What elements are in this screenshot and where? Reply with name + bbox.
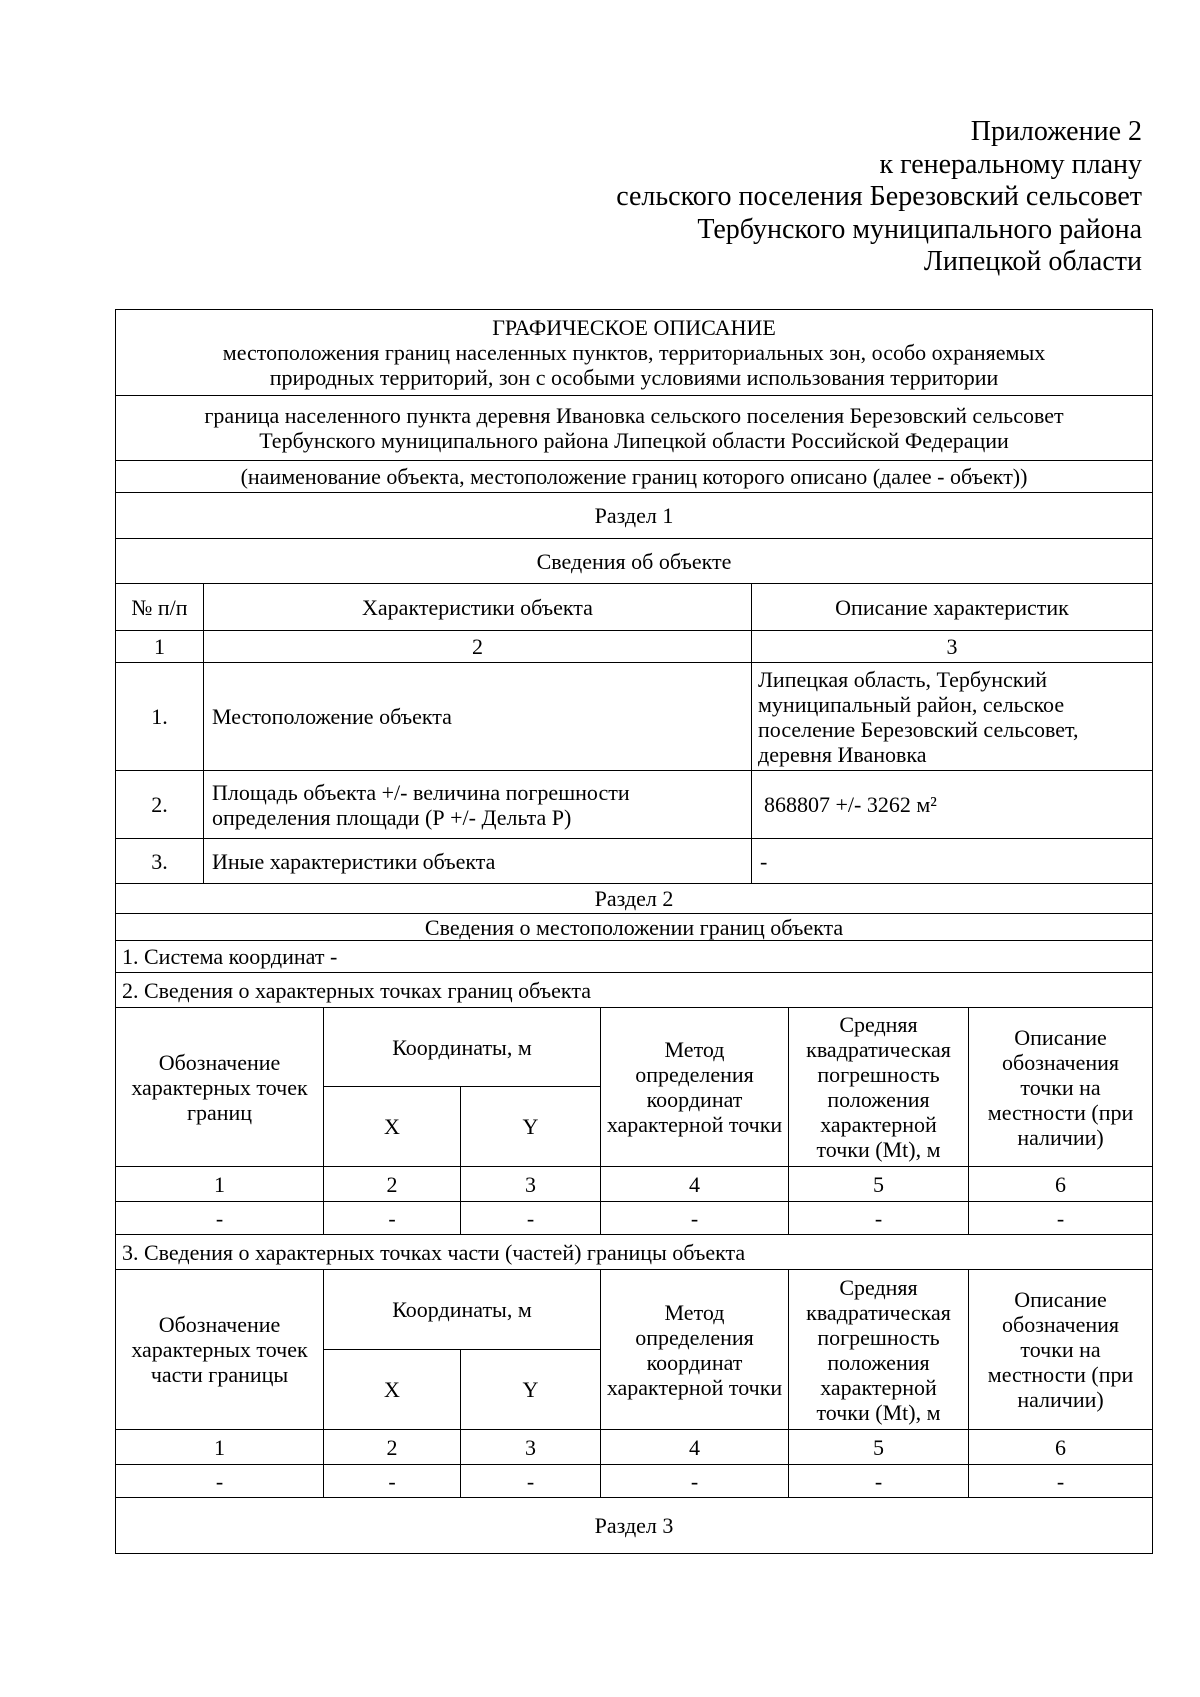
appendix-line: сельского поселения Березовский сельсовет	[616, 181, 1142, 212]
table-row	[116, 1202, 1153, 1235]
column-number: 4	[601, 1167, 789, 1202]
cell: -	[461, 1202, 601, 1235]
appendix-line: Липецкой области	[923, 246, 1142, 277]
graphic-description-table	[115, 309, 1153, 884]
section1-subtitle: Сведения об объекте	[116, 539, 1153, 584]
cell: -	[789, 1202, 969, 1235]
parts-label: 3. Сведения о характерных точках части (частей) границы объекта	[116, 1235, 1153, 1270]
cell: -	[969, 1465, 1153, 1498]
cell: -	[324, 1465, 461, 1498]
column-number: 4	[601, 1430, 789, 1465]
column-number: 1	[116, 631, 204, 663]
header-point-description: Описание обозначения точки на местности (при наличии)	[969, 1008, 1153, 1167]
column-number: 5	[789, 1430, 969, 1465]
coord-system: 1. Система координат -	[116, 941, 1153, 973]
object-name-cell	[116, 396, 1153, 461]
header-x: X	[324, 1087, 461, 1167]
row-value: Липецкая область, Тербунский муниципальный район, сельское поселение Березовский сельсовет, деревня Ивановка	[752, 663, 1153, 771]
column-number: 6	[969, 1167, 1153, 1202]
column-number: 5	[789, 1167, 969, 1202]
row-characteristic: Иные характеристики объекта	[204, 839, 752, 884]
section2-title: Раздел 2	[116, 884, 1153, 914]
column-number: 1	[116, 1167, 324, 1202]
column-number: 6	[969, 1430, 1153, 1465]
header-characteristic: Характеристики объекта	[204, 584, 752, 631]
header-error: Средняя квадратическая погрешность положения характерной точки (Mt), м	[789, 1270, 969, 1430]
header-coords: Координаты, м	[324, 1008, 601, 1087]
section3-title: Раздел 3	[116, 1498, 1153, 1554]
header-method: Метод определения координат характерной точки	[601, 1270, 789, 1430]
cell: -	[789, 1465, 969, 1498]
column-number: 3	[461, 1430, 601, 1465]
points-label: 2. Сведения о характерных точках границ объекта	[116, 973, 1153, 1008]
row-number: 1.	[116, 663, 204, 771]
cell: -	[116, 1202, 324, 1235]
cell: -	[461, 1465, 601, 1498]
header-coords: Координаты, м	[324, 1270, 601, 1350]
header-point-description: Описание обозначения точки на местности (при наличии)	[969, 1270, 1153, 1430]
title-heading: ГРАФИЧЕСКОЕ ОПИСАНИЕ	[492, 315, 776, 340]
header-error: Средняя квадратическая погрешность положения характерной точки (Mt), м	[789, 1008, 969, 1167]
row-characteristic: Местоположение объекта	[204, 663, 752, 771]
title-line: природных территорий, зон с особыми условиями использования территории	[269, 365, 999, 390]
column-number: 1	[116, 1430, 324, 1465]
table-row	[116, 839, 1153, 884]
cell: -	[969, 1202, 1153, 1235]
column-number: 3	[752, 631, 1153, 663]
row-number: 3.	[116, 839, 204, 884]
row-number: 2.	[116, 771, 204, 839]
row-characteristic: Площадь объекта +/- величина погрешности определения площади (Р +/- Дельта Р)	[204, 771, 752, 839]
header-y: Y	[461, 1087, 601, 1167]
cell: -	[601, 1202, 789, 1235]
header-description: Описание характеристик	[752, 584, 1153, 631]
section2-table	[115, 883, 1153, 1554]
header-x: X	[324, 1350, 461, 1430]
column-number: 3	[461, 1167, 601, 1202]
cell: -	[324, 1202, 461, 1235]
row-value: -	[752, 839, 1153, 884]
title-cell	[116, 310, 1153, 396]
header-y: Y	[461, 1350, 601, 1430]
section2-subtitle: Сведения о местоположении границ объекта	[116, 914, 1153, 941]
object-caption: (наименование объекта, местоположение границ которого описано (далее - объект))	[116, 461, 1153, 493]
cell: -	[116, 1465, 324, 1498]
title-line: местоположения границ населенных пунктов, территориальных зон, особо охраняемых	[222, 340, 1046, 365]
cell: -	[601, 1465, 789, 1498]
column-number: 2	[204, 631, 752, 663]
table-row	[116, 771, 1153, 839]
appendix-line: Приложение 2	[970, 116, 1142, 147]
object-name-line: Тербунского муниципального района Липецкой области Российской Федерации	[259, 428, 1009, 453]
column-number: 2	[324, 1430, 461, 1465]
header-number: № п/п	[116, 584, 204, 631]
header-designation: Обозначение характерных точек части границы	[116, 1270, 324, 1430]
appendix-line: Тербунского муниципального района	[697, 213, 1142, 245]
table-row	[116, 663, 1153, 771]
section1-title: Раздел 1	[116, 493, 1153, 539]
table-row	[116, 1465, 1153, 1498]
header-designation: Обозначение характерных точек границ	[116, 1008, 324, 1167]
column-number: 2	[324, 1167, 461, 1202]
row-value: 868807 +/- 3262 м²	[752, 771, 1153, 839]
appendix-header	[616, 116, 1142, 279]
header-method: Метод определения координат характерной точки	[601, 1008, 789, 1167]
object-name-line: граница населенного пункта деревня Ивановка сельского поселения Березовский сельсовет	[204, 403, 1064, 428]
appendix-line: к генеральному плану	[879, 148, 1142, 180]
